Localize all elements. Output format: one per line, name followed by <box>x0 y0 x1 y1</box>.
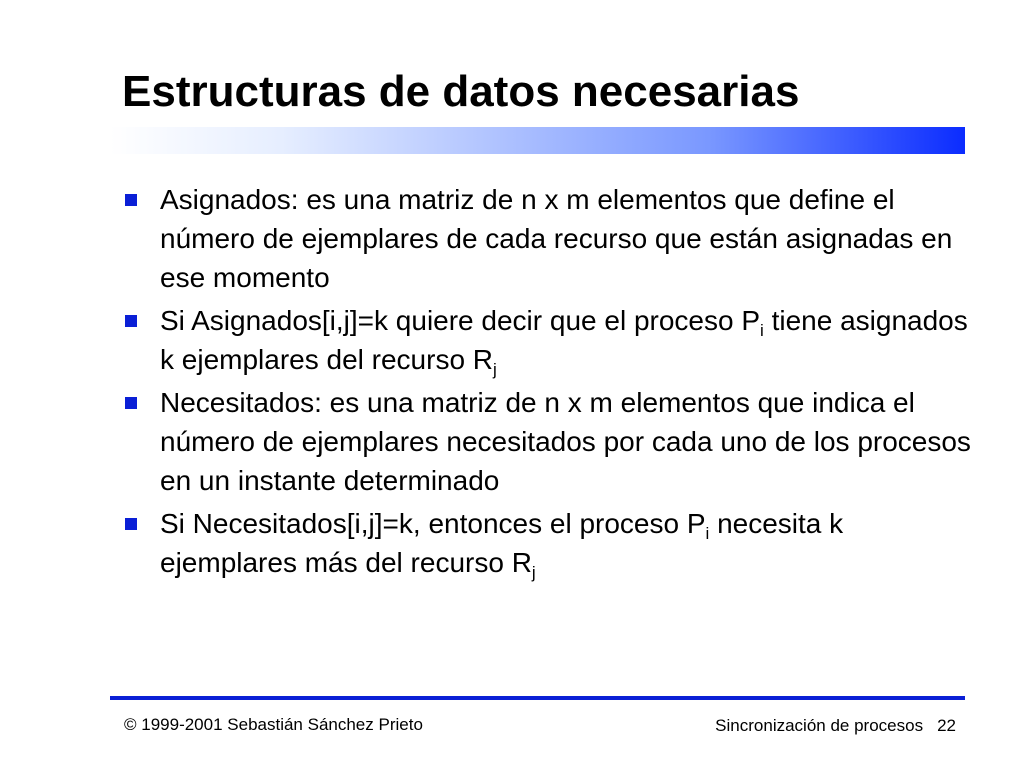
bullet-text: Necesitados: es una matriz de n x m elementos que indica el número de ejemplares necesitados por cada uno de los procesos en un instante determinado <box>160 387 971 496</box>
bullet-item <box>122 383 972 500</box>
footer-section <box>715 716 956 736</box>
square-bullet-icon <box>125 518 137 530</box>
slide-title: Estructuras de datos necesarias <box>122 67 800 116</box>
subscript: i <box>705 524 710 543</box>
bullet-item <box>122 504 972 582</box>
subscript: i <box>760 321 764 340</box>
bullet-text: Si Necesitados[i,j]=k, entonces el proceso P <box>160 508 706 539</box>
bullet-text: Si Asignados[i,j]=k quiere decir que el proceso P <box>160 305 761 336</box>
bullet-text: necesita k ejemplares más del recurso R <box>160 508 844 578</box>
footer-copyright: © 1999-2001 Sebastián Sánchez Prieto <box>124 715 423 734</box>
subscript: j <box>531 563 536 582</box>
footer-divider <box>110 696 965 700</box>
bullet-list <box>122 180 972 586</box>
title-gradient-bar <box>110 127 965 154</box>
square-bullet-icon <box>125 315 137 327</box>
bullet-item <box>122 180 972 297</box>
square-bullet-icon <box>125 194 137 206</box>
square-bullet-icon <box>125 397 137 409</box>
bullet-text: tiene asignados k ejemplares del recurso R <box>160 305 968 375</box>
subscript: j <box>493 360 497 379</box>
page-number: 22 <box>937 716 956 735</box>
bullet-item <box>122 301 972 379</box>
bullet-text: Asignados: es una matriz de n x m elementos que define el número de ejemplares de cada recurso que están asignadas en ese momento <box>160 184 953 293</box>
footer-section-title: Sincronización de procesos <box>715 716 924 735</box>
